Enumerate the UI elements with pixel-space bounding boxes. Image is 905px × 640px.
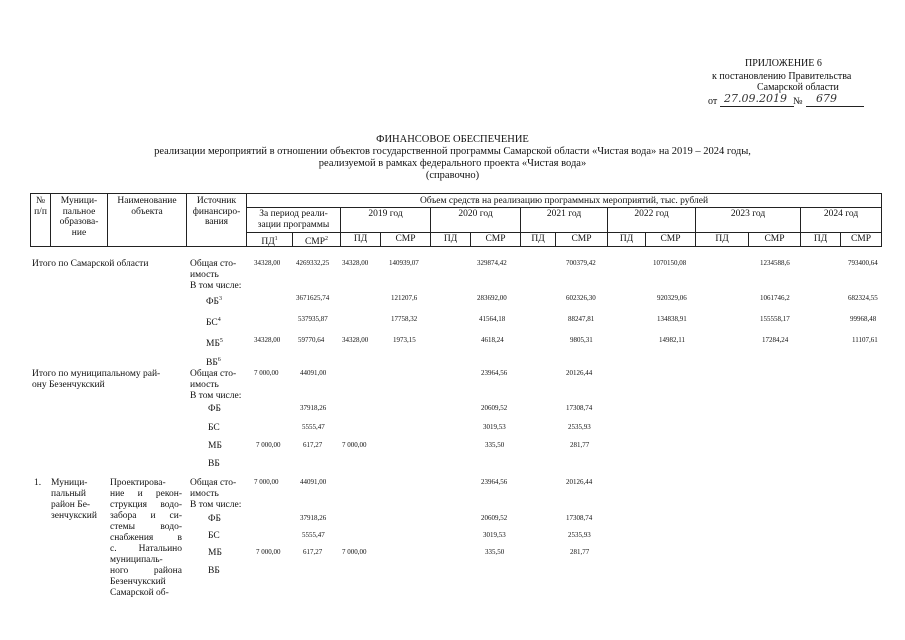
hdr-pd: ПД <box>715 234 729 244</box>
hdr-period: За период реали- зации программы <box>257 209 330 230</box>
total-bs-2022: 134838,91 <box>657 315 687 323</box>
appendix-line2: Самарской области <box>757 82 839 93</box>
hdr-smr: СМР <box>850 234 872 244</box>
appendix-number-label: № <box>793 96 803 107</box>
source-vb: $ВБ^6$ <box>206 357 221 369</box>
hdr-num: № п/п <box>34 196 47 217</box>
appendix-date: 27.09.2019 <box>724 92 787 105</box>
source-bs: $БС^4$ <box>206 317 221 329</box>
hdr-year-2021: 2021 год <box>546 209 582 219</box>
total-fb-2022: 920329,06 <box>657 294 687 302</box>
hdr-volume: Объем средств на реализацию программных мероприятий, тыс. рублей <box>419 196 709 206</box>
total-bs-2023: 155558,17 <box>760 315 790 323</box>
source-fb: ФБ <box>208 404 221 414</box>
appendix-number: 679 <box>816 92 837 105</box>
hdr-year-2024: 2024 год <box>823 209 859 219</box>
district-fb-2021: 17308,74 <box>566 404 593 412</box>
item-object: Проектирова- ние и рекон- струкция водо- забора и си- стемы водо- снабжения в с. Натальино муниципаль- ного района Безенчукский Самарской об- <box>110 478 182 598</box>
hdr-smr: СМР <box>571 234 592 244</box>
hdr-object: Наименование объекта <box>117 196 177 217</box>
hdr-smr: СМР <box>660 234 681 244</box>
item-smr: 44091,00 <box>300 478 327 486</box>
total-mb-2024: 11107,61 <box>852 336 878 344</box>
total-2019-pd: 34328,00 <box>342 259 369 267</box>
total-fb-2024: 682324,55 <box>848 294 878 302</box>
doc-heading: ФИНАНСОВОЕ ОБЕСПЕЧЕНИЕ <box>376 134 529 145</box>
hdr-year-2023: 2023 год <box>730 209 766 219</box>
hdr-source: Источник финансиро- вания <box>192 196 241 227</box>
source-general-cost: Общая сто- имость В том числе: <box>190 259 242 291</box>
item-fb-smr: 37918,26 <box>300 514 327 522</box>
item-2020: 23964,56 <box>481 478 508 486</box>
hdr-smr: СМР$^2$ <box>304 236 329 248</box>
total-mb-2020: 4618,24 <box>481 336 504 344</box>
hdr-year-2020: 2020 год <box>458 209 493 219</box>
total-mb-2021: 9805,31 <box>570 336 593 344</box>
item-number: 1. <box>34 478 42 488</box>
total-bs-2019: 17758,32 <box>391 315 418 323</box>
total-bs-smr: 537935,87 <box>298 315 328 323</box>
total-mb-2019-pd: 34328,00 <box>342 336 369 344</box>
doc-title-line1: реализации мероприятий в отношении объектов государственной программы Самарской области «Чистая вода» на 2019 – 2024 годы, <box>154 146 751 157</box>
hdr-smr: СМР <box>395 234 416 244</box>
hdr-year-2022: 2022 год <box>634 209 669 219</box>
item-bs-2021: 2535,93 <box>568 531 591 539</box>
total-fb-smr: 3671625,74 <box>296 294 330 302</box>
source-fb: $ФБ^3$ <box>206 296 222 308</box>
item-mb-pd: 7 000,00 <box>256 548 281 556</box>
total-mb-2019-smr: 1973,15 <box>393 336 416 344</box>
total-fb-2019: 121207,6 <box>391 294 418 302</box>
hdr-smr: СМР <box>764 234 785 244</box>
total-fb-2020: 283692,00 <box>477 294 507 302</box>
date-underline <box>720 106 794 107</box>
item-mb-2021: 281,77 <box>570 548 590 556</box>
district-mb-2021: 281,77 <box>570 441 590 449</box>
hdr-pd: ПД <box>353 234 368 244</box>
source-general-cost: Общая сто- имость В том числе: <box>190 369 242 401</box>
hdr-pd: ПД <box>443 234 458 244</box>
item-bs-smr: 5555,47 <box>302 531 325 539</box>
item-fb-2021: 17308,74 <box>566 514 593 522</box>
total-bs-2020: 41564,18 <box>479 315 506 323</box>
total-fb-2023: 1061746,2 <box>760 294 790 302</box>
hdr-smr: СМР <box>485 234 506 244</box>
hdr-municipality: Муници- пальное образова- ние <box>59 196 99 238</box>
total-2019-smr: 140939,07 <box>389 259 419 267</box>
total-mb-2023: 17284,24 <box>762 336 789 344</box>
item-mb-smr: 617,27 <box>303 548 323 556</box>
total-mb-pd: 34328,00 <box>254 336 281 344</box>
district-mb-smr: 617,27 <box>303 441 323 449</box>
source-bs: БС <box>208 531 220 541</box>
district-bs-2021: 2535,93 <box>568 423 591 431</box>
number-underline <box>806 106 864 107</box>
appendix-title: ПРИЛОЖЕНИЕ 6 <box>745 58 822 69</box>
hdr-pd: ПД <box>813 234 828 244</box>
total-bs-2024: 99968,48 <box>850 315 877 323</box>
item-mb-2020: 335,50 <box>485 548 505 556</box>
source-vb: ВБ <box>208 566 220 576</box>
item-municipality: Муници- пальный район Бе- зенчукский <box>51 478 97 521</box>
total-2021-smr: 700379,42 <box>566 259 596 267</box>
hdr-pd: ПД <box>619 234 634 244</box>
total-mb-smr: 59770,64 <box>298 336 325 344</box>
hdr-pd: ПД <box>531 234 545 244</box>
total-2022-smr: 1070150,08 <box>653 259 687 267</box>
source-bs: БС <box>208 423 220 433</box>
district-mb-2020: 335,50 <box>485 441 505 449</box>
row-total-label: Итого по Самарской области <box>32 259 149 269</box>
district-mb-pd: 7 000,00 <box>256 441 281 449</box>
item-2021: 20126,44 <box>566 478 593 486</box>
item-fb-2020: 20609,52 <box>481 514 508 522</box>
hdr-pd: $ПД^1$ <box>261 236 278 248</box>
district-smr: 44091,00 <box>300 369 327 377</box>
source-mb: МБ <box>208 441 222 451</box>
source-fb: ФБ <box>208 514 221 524</box>
total-2020-smr: 329874,42 <box>477 259 507 267</box>
district-fb-2020: 20609,52 <box>481 404 508 412</box>
total-fb-2021: 602326,30 <box>566 294 596 302</box>
total-2024-smr: 793400,64 <box>848 259 878 267</box>
total-pd: 34328,00 <box>254 259 281 267</box>
doc-title-line3: (справочно) <box>425 170 480 181</box>
district-mb-2019-pd: 7 000,00 <box>342 441 367 449</box>
district-bs-smr: 5555,47 <box>302 423 325 431</box>
item-bs-2020: 3019,53 <box>483 531 506 539</box>
source-mb: $МБ^5$ <box>206 338 223 350</box>
appendix-line1: к постановлению Правительства <box>712 71 852 82</box>
district-pd: 7 000,00 <box>254 369 279 377</box>
district-2021: 20126,44 <box>566 369 593 377</box>
source-general-cost: Общая сто- имость В том числе: <box>190 478 242 510</box>
row-district-label: Итого по муниципальному рай- ону Безенчукский <box>32 369 161 390</box>
source-mb: МБ <box>208 548 222 558</box>
doc-title-line2: реализуемой в рамках федерального проекта «Чистая вода» <box>318 158 587 169</box>
district-bs-2020: 3019,53 <box>483 423 506 431</box>
total-2023-smr: 1234588,6 <box>760 259 790 267</box>
item-pd: 7 000,00 <box>254 478 279 486</box>
district-fb-smr: 37918,26 <box>300 404 327 412</box>
total-smr: 4269332,25 <box>296 259 330 267</box>
source-vb: ВБ <box>208 459 220 469</box>
total-bs-2021: 88247,81 <box>568 315 595 323</box>
hdr-year-2019: 2019 год <box>368 209 403 219</box>
total-mb-2022: 14982,11 <box>659 336 685 344</box>
district-2020: 23964,56 <box>481 369 508 377</box>
appendix-from-label: от <box>708 96 718 107</box>
item-mb-2019-pd: 7 000,00 <box>342 548 367 556</box>
